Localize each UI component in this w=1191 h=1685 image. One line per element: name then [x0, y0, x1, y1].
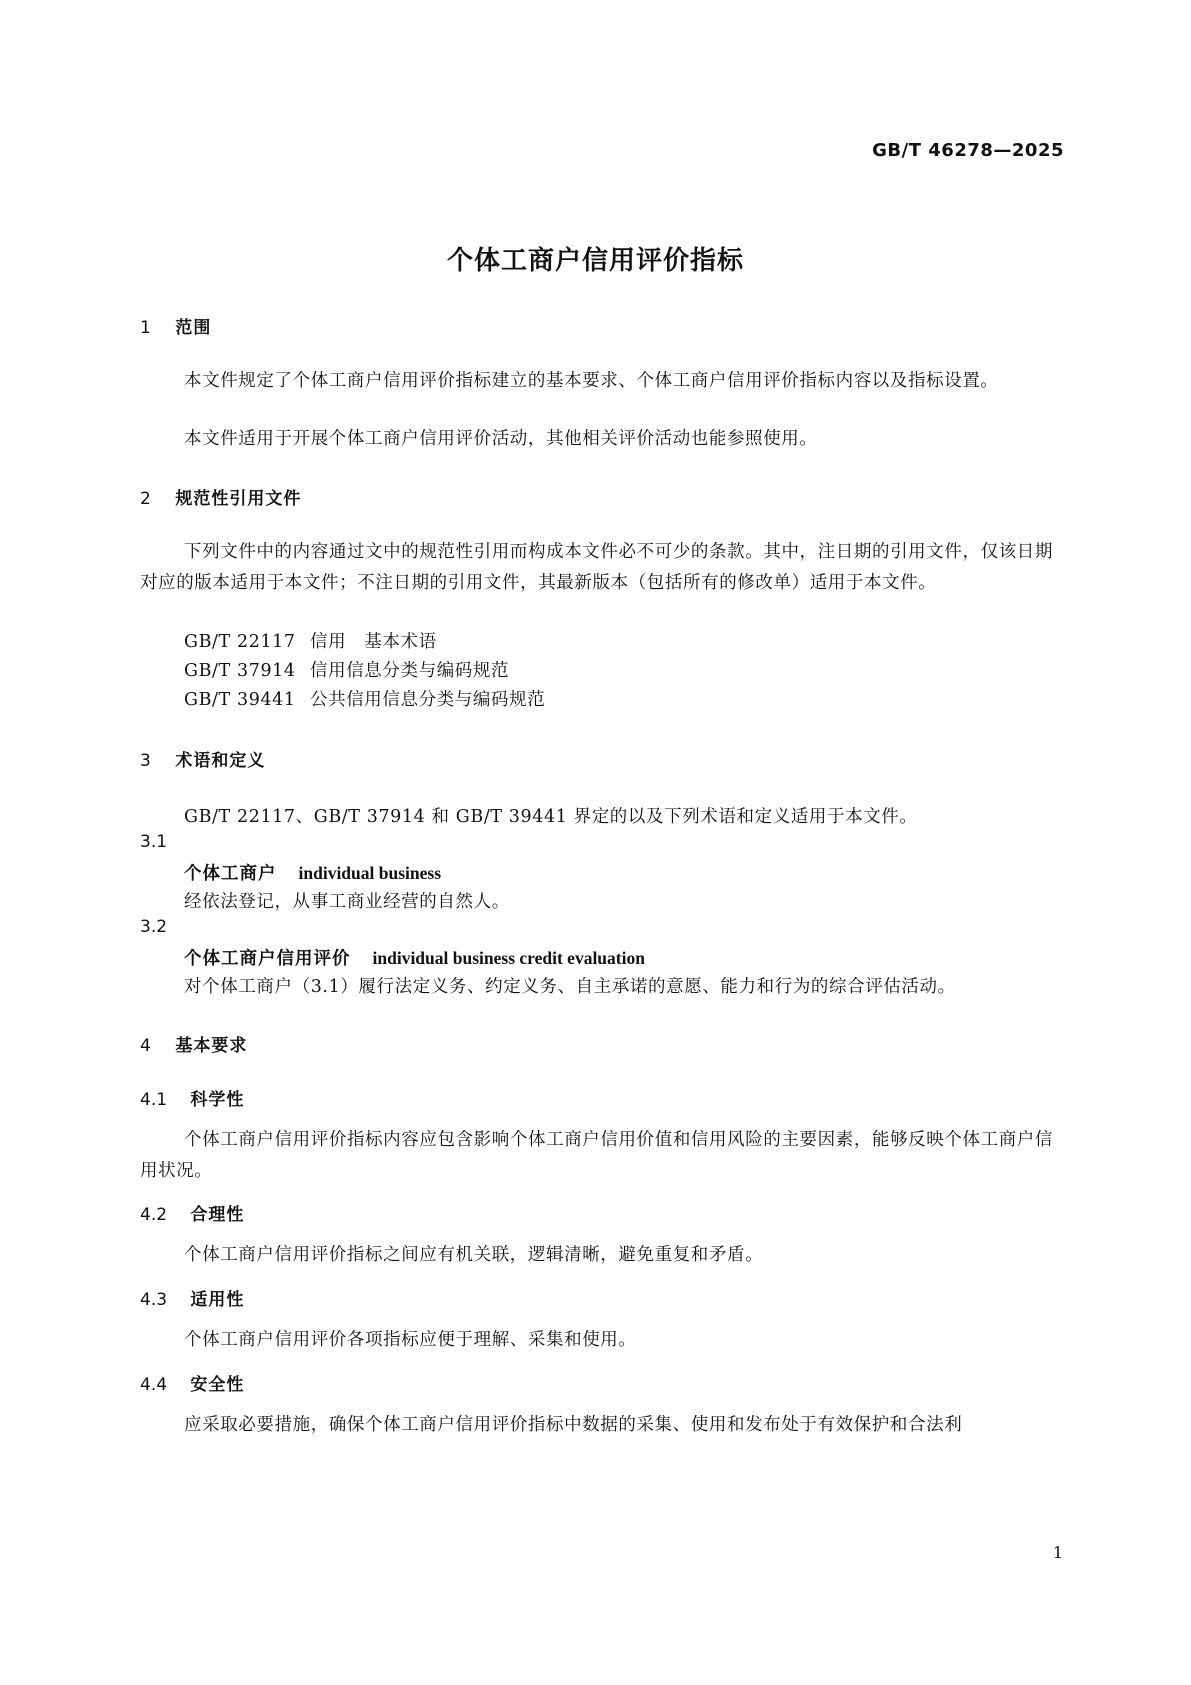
section-title: 基本要求 [175, 1036, 248, 1056]
subsection-heading-4-1 [140, 1085, 244, 1110]
section-title: 术语和定义 [175, 751, 266, 771]
subsection-number: 4.3 [140, 1290, 168, 1310]
standard-code: GB/T 46278—2025 [872, 140, 1064, 161]
section-number: 1 [140, 318, 151, 338]
section-number: 2 [140, 489, 151, 509]
section-title: 规范性引用文件 [175, 489, 302, 509]
subsection-title: 合理性 [190, 1205, 245, 1225]
section-heading-1 [140, 313, 211, 338]
paragraph: 个体工商户信用评价指标内容应包含影响个体工商户信用价值和信用风险的主要因素，能够反映个体工商户信用状况。 [140, 1130, 1053, 1181]
term-heading [184, 860, 441, 885]
reference-title: 公共信用信息分类与编码规范 [310, 690, 546, 710]
term-definition: 对个体工商户（3.1）履行法定义务、约定义务、自主承诺的意愿、能力和行为的综合评估活动。 [184, 977, 956, 997]
reference-code: GB/T 39441 [184, 690, 296, 710]
subsection-heading-4-4 [140, 1370, 244, 1395]
subsection-heading-4-3 [140, 1285, 244, 1310]
subsection-title: 适用性 [190, 1290, 245, 1310]
subsection-number: 4.2 [140, 1205, 168, 1225]
paragraph: GB/T 22117、GB/T 37914 和 GB/T 39441 界定的以及下列术语和定义适用于本文件。 [184, 807, 918, 827]
reference-item [184, 657, 509, 682]
paragraph: 本文件适用于开展个体工商户信用评价活动，其他相关评价活动也能参照使用。 [184, 429, 818, 449]
paragraph: 个体工商户信用评价各项指标应便于理解、采集和使用。 [184, 1330, 637, 1350]
section-number: 4 [140, 1036, 151, 1056]
reference-code: GB/T 37914 [184, 661, 296, 681]
subsection-heading-4-2 [140, 1200, 244, 1225]
term-number: 3.2 [140, 917, 168, 937]
section-title: 范围 [175, 318, 212, 338]
subsection-number: 4.4 [140, 1375, 168, 1395]
section-heading-3 [140, 746, 265, 771]
term-number: 3.1 [140, 832, 168, 852]
reference-code: GB/T 22117 [184, 632, 296, 652]
subsection-number: 4.1 [140, 1090, 168, 1110]
term-zh: 个体工商户信用评价 [184, 949, 351, 969]
paragraph: 应采取必要措施，确保个体工商户信用评价指标中数据的采集、使用和发布处于有效保护和合法利 [184, 1415, 963, 1435]
document-title: 个体工商户信用评价指标 [446, 246, 744, 276]
reference-title: 信用信息分类与编码规范 [310, 661, 510, 681]
paragraph: 本文件规定了个体工商户信用评价指标建立的基本要求、个体工商户信用评价指标内容以及指标设置。 [184, 371, 999, 391]
reference-title: 信用 基本术语 [310, 632, 437, 652]
term-definition: 经依法登记，从事工商业经营的自然人。 [184, 892, 510, 912]
page-number: 1 [1052, 1543, 1063, 1562]
paragraph: 下列文件中的内容通过文中的规范性引用而构成本文件必不可少的条款。其中，注日期的引用文件，仅该日期对应的版本适用于本文件；不注日期的引用文件，其最新版本（包括所有的修改单）适用于本文件。 [140, 542, 1053, 593]
section-heading-4 [140, 1031, 247, 1056]
section-heading-2 [140, 484, 301, 509]
paragraph: 个体工商户信用评价指标之间应有机关联，逻辑清晰，避免重复和矛盾。 [184, 1245, 764, 1265]
reference-item [184, 628, 437, 653]
subsection-title: 安全性 [190, 1375, 245, 1395]
term-heading [184, 945, 645, 970]
term-zh: 个体工商户 [184, 864, 277, 884]
section-number: 3 [140, 751, 151, 771]
term-en: individual business [298, 863, 442, 883]
subsection-title: 科学性 [190, 1090, 245, 1110]
term-en: individual business credit evaluation [372, 948, 645, 968]
reference-item [184, 686, 545, 711]
